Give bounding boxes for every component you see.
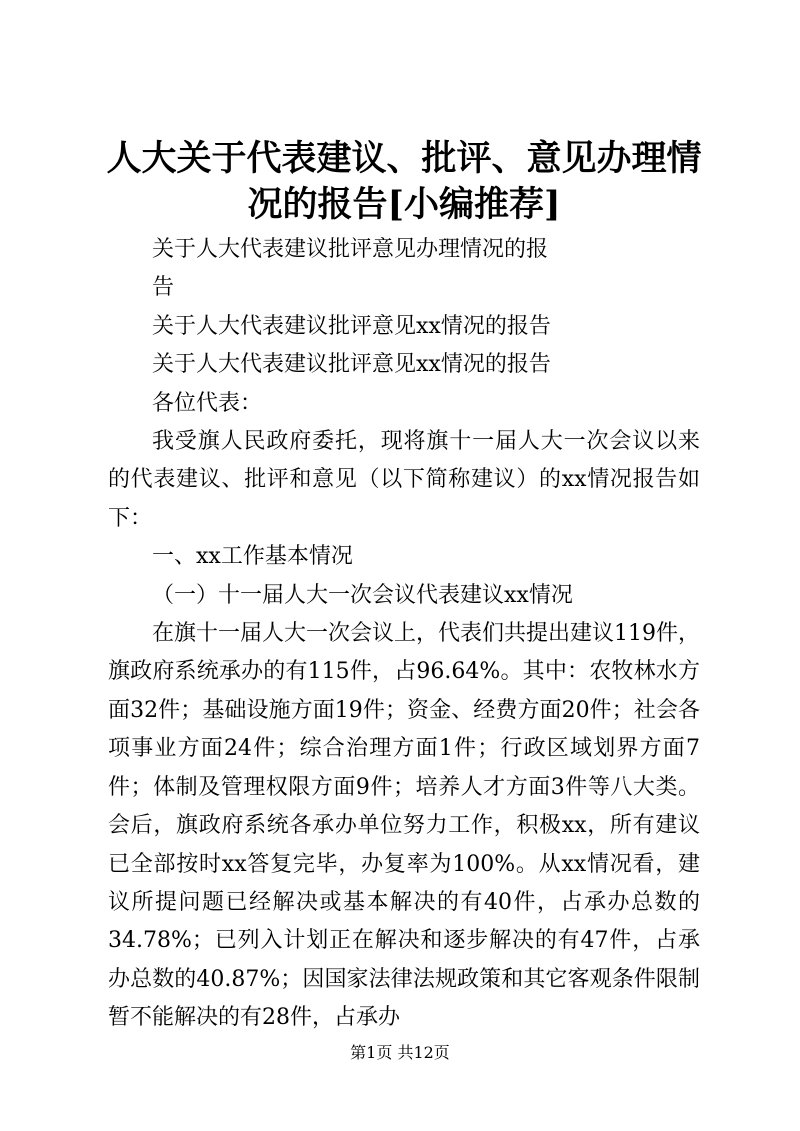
document-title: 人大关于代表建议、批评、意见办理情况的报告[小编推荐] — [106, 138, 702, 225]
paragraph-salutation: 各位代表： — [152, 390, 263, 416]
paragraph-intro: 我受旗人民政府委托，现将旗十一届人大一次会议以来的代表建议、批评和意见（以下简称建议）的xx情况报告如下： — [108, 429, 700, 531]
paragraph-main: 在旗十一届人大一次会议上，代表们共提出建议119件，旗政府系统承办的有115件，占96.64%。其中：农牧林水方面32件；基础设施方面19件；资金、经费方面20件；社会各项事业方面24件；综合治理方面1件；行政区域划界方面7件；体制及管理权限方面9件；培养人才方面3件等八大类。会后，旗政府系统各承办单位努力工作，积极xx，所有建议已全部按时xx答复完毕，办复率为100%。从xx情况看，建议所提问题已经解决或基本解决的有40件，占承办总数的34.78%；已列入计划正在解决和逐步解决的有47件，占承办总数的40.87%；因国家法律法规政策和其它客观条件限制暂不能解决的有28件，占承办 — [108, 621, 700, 1031]
paragraph-subtitle-2: 关于人大代表建议批评意见xx情况的报告 — [152, 352, 551, 378]
paragraph-heading-line-1: 关于人大代表建议批评意见办理情况的报 — [152, 237, 549, 262]
paragraph-subtitle-1: 关于人大代表建议批评意见xx情况的报告 — [152, 313, 551, 339]
subsection-heading-1: （一）十一届人大一次会议代表建议xx情况 — [152, 582, 573, 608]
paragraph-heading-line-2: 告 — [152, 275, 175, 301]
section-heading-1: 一、xx工作基本情况 — [152, 544, 353, 570]
page-footer: 第1页 共12页 — [350, 1043, 450, 1062]
document-body — [108, 231, 700, 1038]
